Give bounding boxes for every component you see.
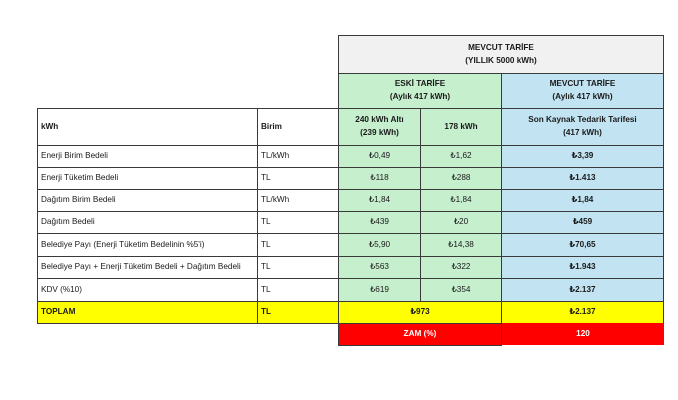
total-old-value: ₺973 (410, 307, 430, 317)
old-tariff-subtitle: (Aylık 417 kWh) (389, 92, 451, 101)
current-tariff-subtitle: (Aylık 417 kWh) (552, 92, 613, 101)
row-old-low (338, 256, 421, 279)
column-header-current-line2: (417 kWh) (563, 128, 602, 137)
row-unit (257, 256, 339, 279)
row-old-low (338, 145, 421, 168)
row-old-high (420, 189, 502, 212)
column-header-old-high-text: 178 kWh (444, 121, 478, 131)
total-current (501, 301, 664, 324)
row-old-high-text: ₺288 (451, 173, 471, 183)
row-label (37, 167, 258, 190)
row-current (501, 167, 664, 190)
row-old-low-text: ₺5,90 (368, 239, 391, 249)
row-old-high-text: ₺20 (453, 217, 469, 227)
row-unit (257, 167, 339, 190)
row-label (37, 278, 258, 302)
row-unit-text: TL (261, 217, 271, 227)
column-header-old-low-line1: 240 kWh Altı (355, 115, 404, 125)
row-current (501, 278, 664, 302)
row-label-text: Enerji Birim Bedeli (41, 151, 108, 161)
column-header-unit-text: Birim (261, 121, 282, 131)
current-tariff-title: MEVCUT TARİFE (549, 79, 616, 89)
row-old-high-text: ₺354 (451, 284, 471, 294)
row-old-low-text: ₺619 (370, 284, 389, 294)
row-current-text: ₺1.413 (569, 173, 596, 183)
row-current-text: ₺3,39 (571, 151, 594, 161)
row-label-text: Enerji Tüketim Bedeli (41, 173, 119, 183)
increase-label-text: ZAM (%) (403, 329, 437, 339)
old-tariff-header (338, 73, 502, 109)
row-unit (257, 278, 339, 302)
row-old-low (338, 233, 421, 257)
row-old-high (420, 167, 502, 190)
total-unit (257, 301, 339, 324)
column-header-current-line1: Son Kaynak Tedarik Tarifesi (528, 115, 637, 125)
row-old-high (420, 145, 502, 168)
top-header (338, 35, 664, 74)
row-label-text: KDV (%10) (41, 284, 82, 294)
row-current-text: ₺2.137 (569, 284, 596, 294)
increase-value-text: 120 (576, 328, 590, 338)
row-old-low-text: ₺0,49 (368, 151, 391, 161)
row-old-low-text: ₺439 (370, 217, 389, 227)
row-old-high-text: ₺14,38 (448, 239, 474, 249)
row-old-low (338, 167, 421, 190)
row-current-text: ₺459 (572, 217, 593, 227)
row-unit (257, 211, 339, 234)
increase-label (338, 323, 502, 346)
row-current (501, 233, 664, 257)
row-unit (257, 189, 339, 212)
row-current-text: ₺1.943 (569, 262, 596, 272)
row-label (37, 256, 258, 279)
row-unit (257, 233, 339, 257)
total-old (338, 301, 502, 324)
total-label-text: TOPLAM (41, 307, 76, 317)
column-header-old-high (420, 108, 502, 146)
row-label-text: Dağıtım Birim Bedeli (41, 195, 116, 205)
row-unit-text: TL/kWh (261, 151, 290, 161)
row-label (37, 145, 258, 168)
row-old-high (420, 233, 502, 257)
total-current-value: ₺2.137 (569, 307, 596, 317)
row-unit-text: TL (261, 239, 271, 249)
column-header-current (501, 108, 664, 146)
row-old-high (420, 211, 502, 234)
column-header-unit (257, 108, 339, 146)
row-label (37, 211, 258, 234)
increase-value (502, 323, 664, 345)
old-tariff-title: ESKİ TARİFE (394, 79, 446, 89)
row-unit-text: TL (261, 284, 271, 294)
top-header-title: MEVCUT TARİFE (468, 42, 534, 52)
row-current-text: ₺70,65 (569, 239, 596, 249)
row-old-low-text: ₺1,84 (368, 195, 391, 205)
row-old-high-text: ₺1,84 (450, 195, 472, 205)
total-unit-text: TL (261, 307, 272, 317)
row-old-high (420, 256, 502, 279)
row-unit-text: TL (261, 173, 271, 183)
row-old-high-text: ₺1,62 (450, 151, 472, 161)
row-label (37, 189, 258, 212)
row-old-low (338, 211, 421, 234)
total-label (37, 301, 258, 324)
column-header-label (37, 108, 258, 146)
row-unit-text: TL/kWh (261, 195, 290, 205)
column-header-old-low-line2: (239 kWh) (360, 128, 399, 137)
column-header-label-text: kWh (41, 121, 59, 131)
row-old-low-text: ₺563 (370, 262, 389, 272)
row-old-low (338, 189, 421, 212)
current-tariff-header (501, 73, 664, 109)
row-current (501, 145, 664, 168)
row-current (501, 256, 664, 279)
row-unit-text: TL (261, 262, 271, 272)
column-header-old-low (338, 108, 421, 146)
row-label-text: Belediye Payı (Enerji Tüketim Bedelinin %5'i) (41, 239, 205, 249)
row-label (37, 233, 258, 257)
row-label-text: Belediye Payı + Enerji Tüketim Bedeli + Dağıtım Bedeli (41, 262, 241, 272)
row-current-text: ₺1,84 (571, 195, 594, 205)
top-header-subtitle: (YILLIK 5000 kWh) (465, 55, 537, 65)
row-old-high (420, 278, 502, 302)
row-label-text: Dağıtım Bedeli (41, 217, 95, 227)
row-old-low (338, 278, 421, 302)
row-current (501, 211, 664, 234)
row-current (501, 189, 664, 212)
row-unit (257, 145, 339, 168)
row-old-high-text: ₺322 (451, 262, 471, 272)
row-old-low-text: ₺118 (370, 173, 389, 183)
